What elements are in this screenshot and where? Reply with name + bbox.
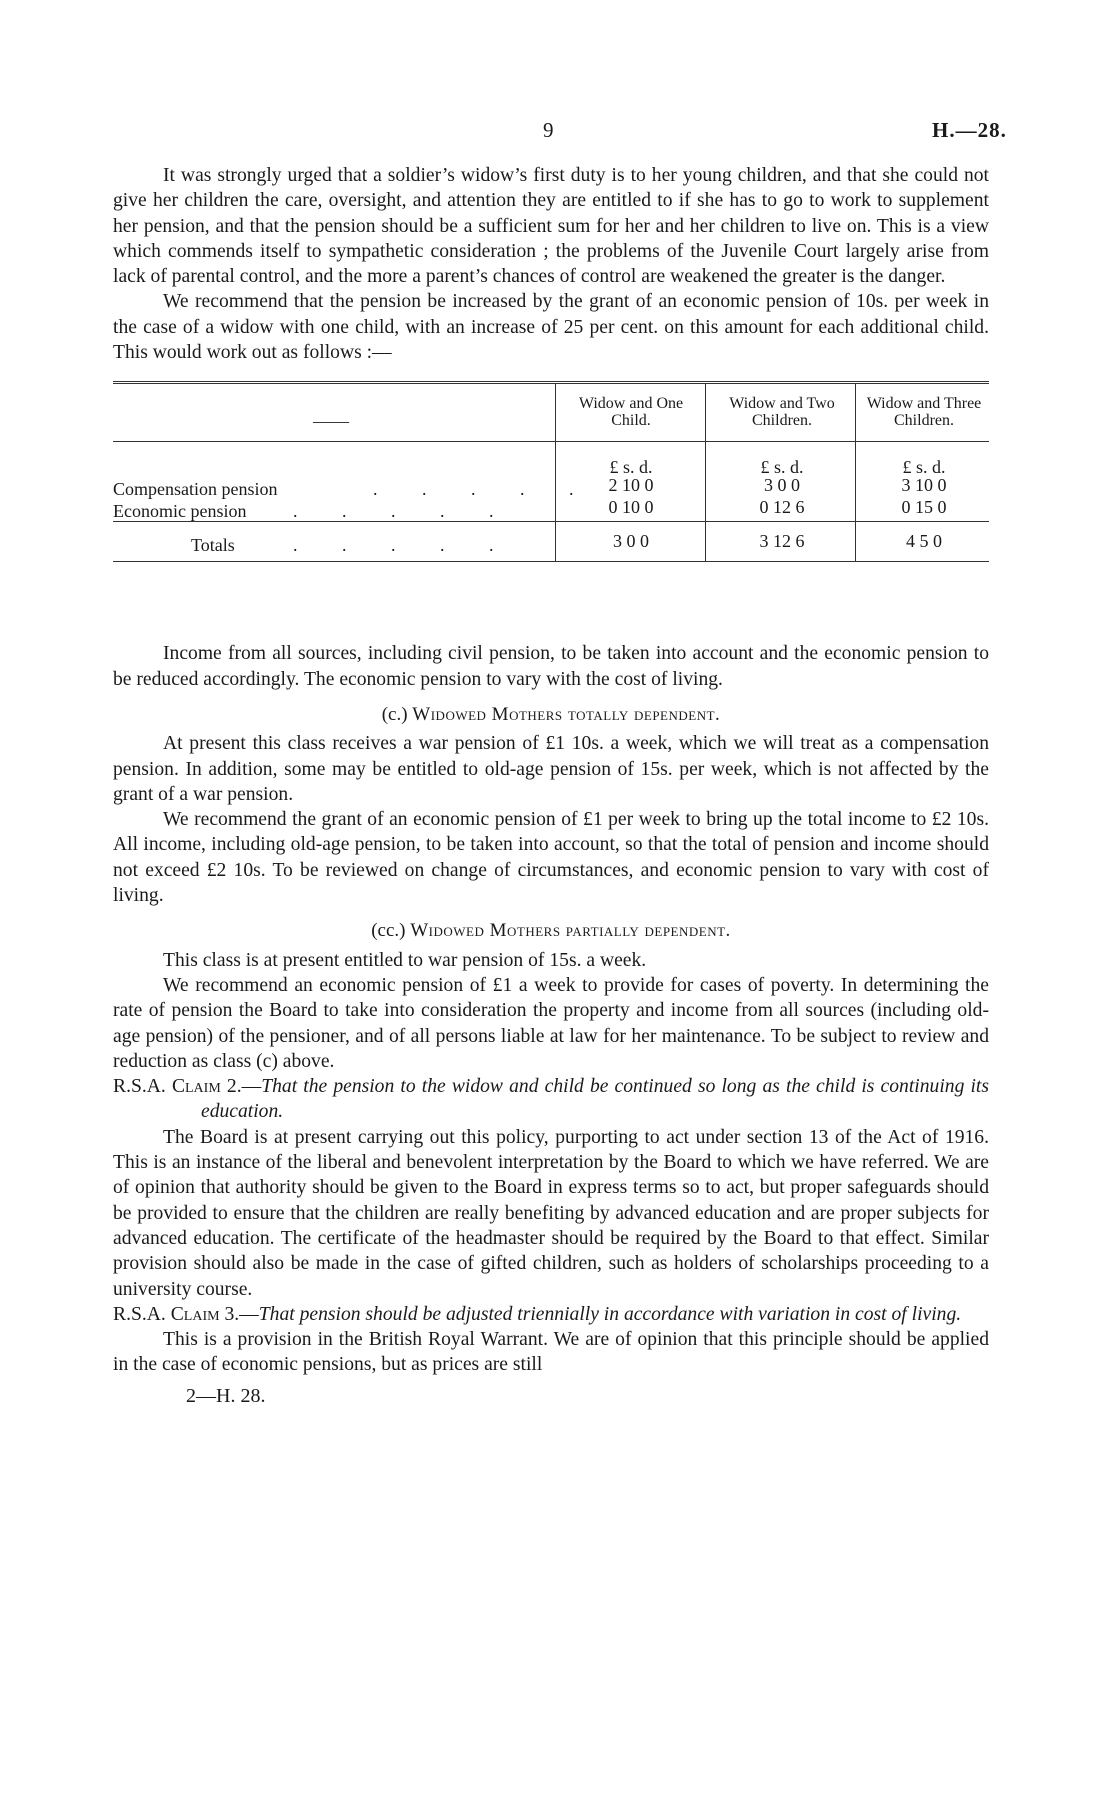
table-cell: 3 0 0 xyxy=(764,475,800,496)
units-label: £ s. d. xyxy=(609,457,653,478)
leader-dots: . . . . . xyxy=(373,479,594,500)
column-header-three-children: Widow and Three Children. xyxy=(866,395,982,430)
units-label: £ s. d. xyxy=(902,457,946,478)
claim-text: That the pension to the widow and child be continued so long as the child is continuing its education. xyxy=(201,1076,989,1123)
section-title: Widowed Mothers partially dependent. xyxy=(410,920,731,942)
page-number: 9 xyxy=(543,118,554,142)
total-cell: 4 5 0 xyxy=(906,531,942,552)
table-cell: 0 12 6 xyxy=(759,497,805,518)
claim-text: That pension should be adjusted triennially in accordance with variation in cost of living. xyxy=(258,1303,962,1325)
table-corner-dash: —— xyxy=(313,411,349,432)
claim-prefix: R.S.A. xyxy=(113,1303,166,1325)
claim-label: Claim 2.— xyxy=(171,1076,262,1098)
total-cell: 3 0 0 xyxy=(613,531,649,552)
total-cell: 3 12 6 xyxy=(759,531,805,552)
column-divider xyxy=(555,383,556,561)
column-header-two-children: Widow and Two Children. xyxy=(729,395,835,430)
section-label: (c.) xyxy=(381,703,408,725)
paragraph: At present this class receives a war pension of £1 10s. a week, which we will treat as a compensation pension. In addition, some may be entitled to old-age pension of 15s. per week, which is not affected by the grant of a war pension. xyxy=(113,733,989,805)
table-top-rule xyxy=(113,381,989,384)
section-heading-cc xyxy=(113,918,989,943)
paragraph: The Board is at present carrying out this policy, purporting to act under section 13 of the Act of 1916. This is an instance of the liberal and benevolent interpretation by the Board to which we have referred. We are of opinion that authority should be given to the Board in express terms so to act, but proper safeguards should be provided to ensure that the children are really benefiting by advanced education and are proper subjects for advanced education. The certificate of the headmaster should be required by the Board to that effect. Similar provision should also be made in the case of gifted children, such as holders of scholarships proceeding to a university course. xyxy=(113,1126,989,1300)
table-cell: 3 10 0 xyxy=(901,475,947,496)
table-cell: 2 10 0 xyxy=(608,475,654,496)
signature-mark: 2—H. 28. xyxy=(186,1384,266,1407)
units-label: £ s. d. xyxy=(760,457,804,478)
table-header-rule xyxy=(113,441,989,442)
page-header xyxy=(0,118,1114,148)
column-divider xyxy=(705,383,706,561)
pension-table xyxy=(113,379,989,627)
section-title: Widowed Mothers totally dependent. xyxy=(412,703,721,725)
claim-label: Claim 3.— xyxy=(170,1303,259,1325)
claim-heading-3 xyxy=(113,1302,989,1327)
paragraph: This is a provision in the British Royal Warrant. We are of opinion that this principle should be applied in the case of economic pensions, but as prices are still xyxy=(113,1329,989,1376)
paragraph: Income from all sources, including civil pension, to be taken into account and the economic pension to be reduced accordingly. The economic pension to vary with the cost of living. xyxy=(113,643,989,690)
row-label-compensation: Compensation pension xyxy=(113,479,278,500)
section-label: (cc.) xyxy=(371,920,406,942)
page-body xyxy=(113,163,989,1409)
column-divider xyxy=(855,383,856,561)
paragraph: We recommend that the pension be increased by the grant of an economic pension of 10s. per week in the case of a widow with one child, with an increase of 25 per cent. on this amount for each additional child. This would work out as follows :— xyxy=(113,291,989,364)
table-cell: 0 10 0 xyxy=(608,497,654,518)
table-bottom-rule xyxy=(113,561,989,562)
row-label-economic: Economic pension xyxy=(113,501,247,522)
table-cell: 0 15 0 xyxy=(901,497,947,518)
claim-prefix: R.S.A. xyxy=(113,1076,166,1098)
section-heading-c xyxy=(113,702,989,727)
paragraph: We recommend the grant of an economic pension of £1 per week to bring up the total income to £2 10s. All income, including old-age pension, to be taken into account, so that the total of pension and income should not exceed £2 10s. To be reviewed on change of circumstances, and economic pension to vary with cost of living. xyxy=(113,809,989,907)
paragraph: This class is at present entitled to war pension of 15s. a week. xyxy=(163,949,647,971)
column-header-one-child: Widow and One Child. xyxy=(578,395,684,430)
leader-dots: . . . . . xyxy=(293,535,514,556)
row-label-totals: Totals xyxy=(191,535,235,556)
leader-dots: . . . . . xyxy=(293,501,514,522)
paragraph: We recommend an economic pension of £1 a week to provide for cases of poverty. In determining the rate of pension the Board to take into consideration the property and income from all sources (including old-age pension) of the pensioner, and of all persons liable at law for her maintenance. To be subject to review and reduction as class (c) above. xyxy=(113,974,989,1072)
paragraph: It was strongly urged that a soldier’s widow’s first duty is to her young children, and that she could not give her children the care, oversight, and attention they are entitled to if she has to go to work to supplement her pension, and that the pension should be a sufficient sum for her and her children to live on. This is a view which commends itself to sympathetic consideration ; the problems of the Juvenile Court largely arise from lack of parental control, and the more a parent’s chances of control are weakened the greater is the danger. xyxy=(113,165,989,288)
document-reference: H.—28. xyxy=(932,118,1007,142)
claim-heading-2 xyxy=(113,1074,989,1125)
